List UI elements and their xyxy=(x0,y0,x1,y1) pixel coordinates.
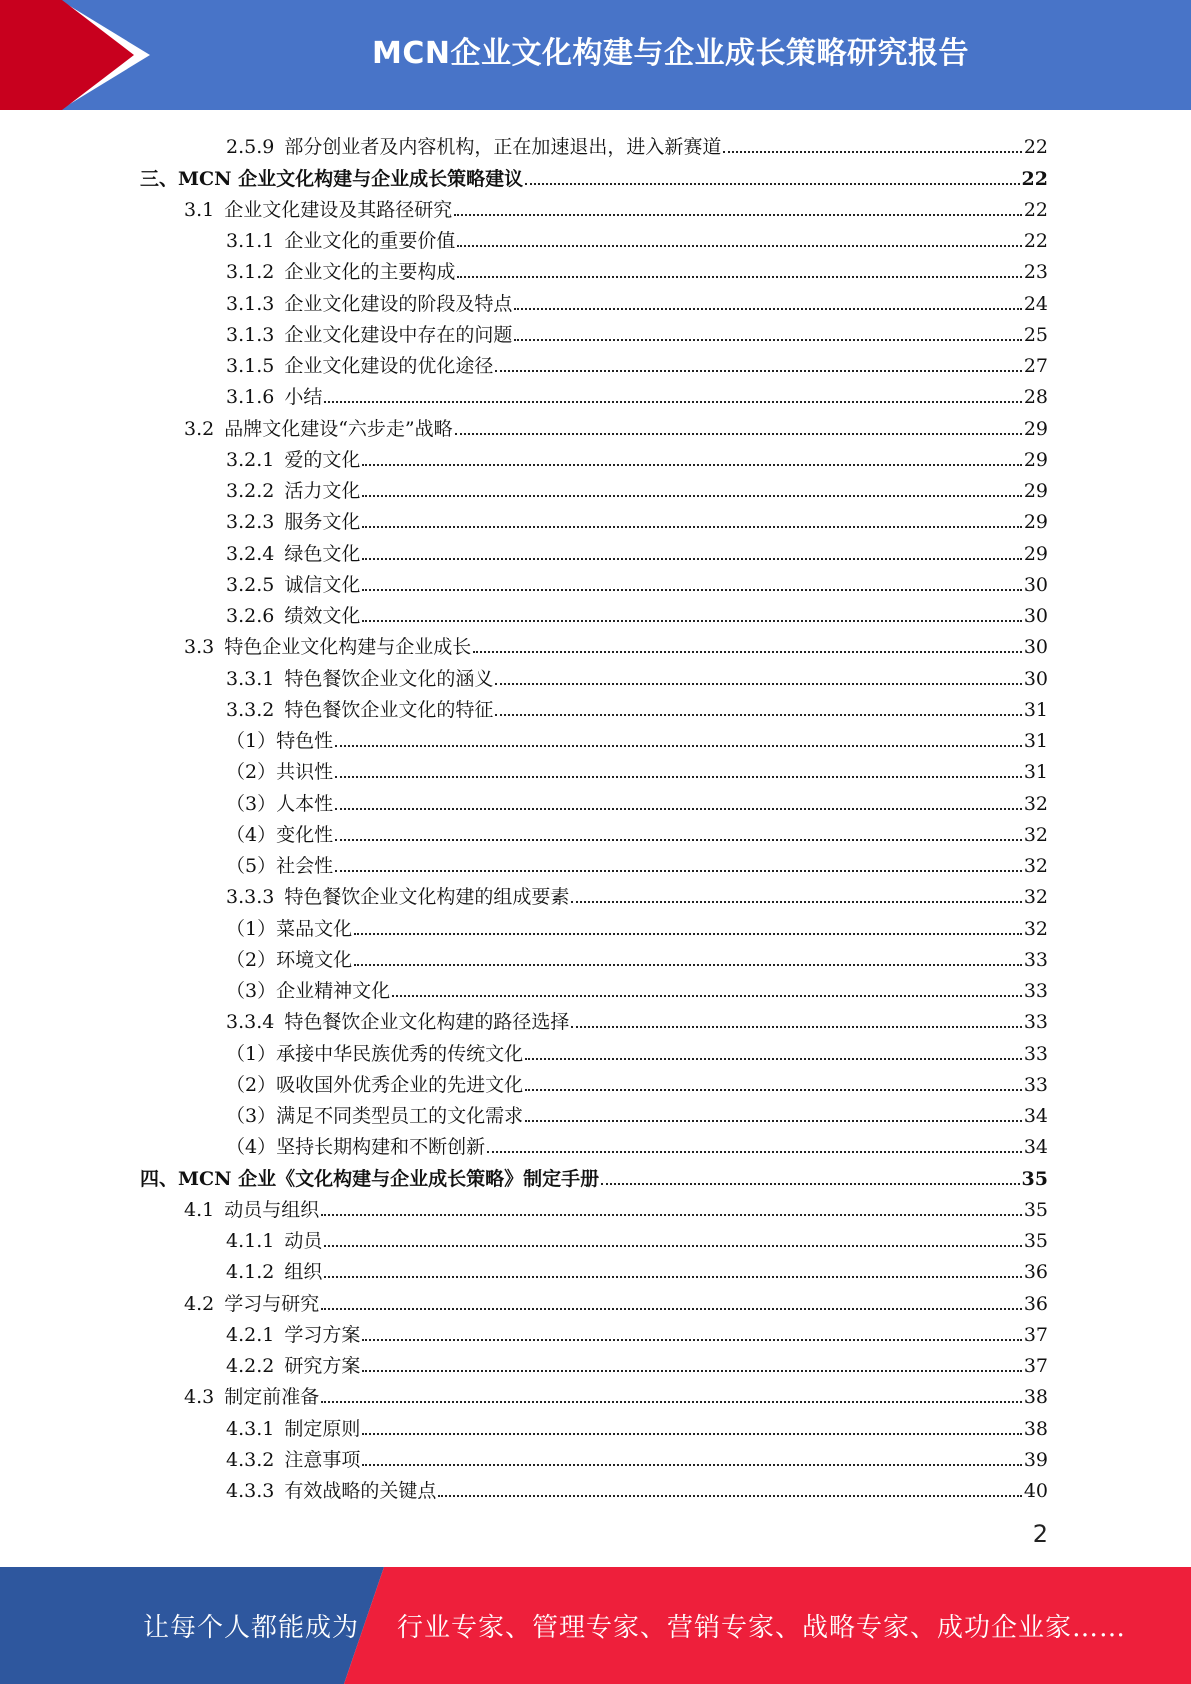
toc-entry[interactable] xyxy=(140,971,1048,1002)
toc-entry[interactable] xyxy=(140,1096,1048,1127)
toc-entry-title xyxy=(226,230,455,252)
toc-entry-label: 企业文化的主要构成 xyxy=(284,261,456,284)
toc-entry-number: 4.1.2 xyxy=(226,1261,275,1284)
toc-entry-page: 36 xyxy=(1023,1261,1048,1284)
toc-entry-page: 22 xyxy=(1023,198,1048,221)
toc-entry-label: （4）坚持长期构建和不断创新 xyxy=(226,1136,486,1159)
toc-entry-number: 4.3 xyxy=(184,1386,215,1409)
toc-entry-label: 诚信文化 xyxy=(284,573,361,596)
toc-entry-title xyxy=(226,1480,436,1502)
toc-entry[interactable] xyxy=(140,1158,1048,1189)
toc-leader-dots xyxy=(392,995,1022,997)
toc-entry-title xyxy=(226,449,360,471)
toc-entry-page: 28 xyxy=(1023,386,1048,409)
toc-entry-number: 3.1 xyxy=(184,198,215,221)
toc-entry-label: （3）企业精神文化 xyxy=(226,980,391,1002)
toc-entry-page: 34 xyxy=(1023,1136,1048,1159)
toc-entry[interactable] xyxy=(140,908,1048,939)
toc-leader-dots xyxy=(362,589,1021,591)
toc-entry-number: 3.3.1 xyxy=(226,667,275,690)
toc-entry-page: 23 xyxy=(1023,261,1048,284)
toc-entry[interactable] xyxy=(140,1346,1048,1377)
toc-entry-label: （1）菜品文化 xyxy=(226,917,353,940)
toc-entry-number: 3.1.3 xyxy=(226,292,275,315)
toc-entry-page: 32 xyxy=(1023,855,1048,877)
toc-entry[interactable] xyxy=(140,533,1048,564)
toc-entry[interactable] xyxy=(140,315,1048,346)
toc-leader-dots xyxy=(324,1276,1021,1278)
toc-entry-label: （5）社会性 xyxy=(226,855,334,877)
toc-leader-dots xyxy=(525,1058,1022,1060)
toc-entry-label: （2）共识性 xyxy=(226,761,334,784)
toc-entry-title xyxy=(184,418,453,440)
toc-entry[interactable] xyxy=(140,1440,1048,1471)
toc-leader-dots xyxy=(362,1339,1021,1341)
toc-entry-title xyxy=(184,1199,319,1221)
toc-entry-number: 3.2.2 xyxy=(226,480,275,502)
toc-leader-dots xyxy=(723,151,1021,153)
toc-leader-dots xyxy=(335,745,1022,747)
toc-entry[interactable] xyxy=(140,252,1048,283)
toc-entry-label: 特色餐饮企业文化构建的组成要素 xyxy=(284,886,570,909)
toc-entry[interactable] xyxy=(140,158,1048,189)
toc-entry[interactable] xyxy=(140,346,1048,377)
toc-entry-title xyxy=(226,261,455,283)
toc-entry-page: 22 xyxy=(1023,230,1048,252)
toc-entry[interactable] xyxy=(140,127,1048,158)
toc-leader-dots xyxy=(455,433,1022,435)
toc-entry-label: （1）特色性 xyxy=(226,730,334,752)
header-arrow-decoration xyxy=(0,0,150,110)
toc-entry-number: 3.3 xyxy=(184,636,215,659)
toc-entry-title xyxy=(226,543,360,565)
toc-entry-number: 3.1.3 xyxy=(226,323,275,346)
toc-entry[interactable] xyxy=(140,1002,1048,1033)
toc-leader-dots xyxy=(362,1370,1021,1372)
toc-entry-label: 研究方案 xyxy=(284,1355,361,1377)
toc-entry[interactable] xyxy=(140,221,1048,252)
toc-entry-page: 25 xyxy=(1023,323,1048,346)
toc-entry[interactable] xyxy=(140,283,1048,314)
toc-entry-label: 绩效文化 xyxy=(284,605,361,627)
report-title: MCN企业文化构建与企业成长策略研究报告 xyxy=(372,36,969,71)
toc-entry[interactable] xyxy=(140,658,1048,689)
toc-leader-dots xyxy=(362,464,1021,466)
toc-entry-number: 3.1.1 xyxy=(226,230,275,252)
footer-slogan-right: 行业专家、管理专家、营销专家、战略专家、成功企业家…… xyxy=(397,1613,1127,1643)
toc-entry[interactable] xyxy=(140,408,1048,439)
toc-entry-label: 部分创业者及内容机构，正在加速退出，进入新赛道 xyxy=(284,136,722,159)
toc-leader-dots xyxy=(495,714,1021,716)
toc-entry-page: 33 xyxy=(1023,1011,1048,1034)
toc-entry-title xyxy=(226,668,493,690)
toc-leader-dots xyxy=(457,245,1021,247)
toc-leader-dots xyxy=(362,526,1021,528)
toc-leader-dots xyxy=(321,1214,1022,1216)
toc-entry-label: 制定前准备 xyxy=(224,1386,320,1409)
toc-entry-number: 3.1.5 xyxy=(226,355,275,377)
toc-entry[interactable] xyxy=(140,1252,1048,1283)
toc-entry-title xyxy=(226,793,333,815)
toc-entry-label: （4）变化性 xyxy=(226,823,334,846)
toc-entry-label: 特色餐饮企业文化构建的路径选择 xyxy=(284,1011,570,1034)
toc-leader-dots xyxy=(571,901,1021,903)
toc-entry-title xyxy=(226,730,333,752)
toc-entry-page: 32 xyxy=(1023,792,1048,815)
toc-entry[interactable] xyxy=(140,565,1048,596)
toc-entry[interactable] xyxy=(140,1471,1048,1502)
toc-entry[interactable] xyxy=(140,1221,1048,1252)
toc-entry-label: 特色企业文化构建与企业成长 xyxy=(224,636,472,659)
toc-entry-page: 29 xyxy=(1023,417,1048,440)
toc-leader-dots xyxy=(601,1183,1019,1185)
toc-leader-dots xyxy=(354,933,1022,935)
toc-leader-dots xyxy=(495,683,1021,685)
page-number: 2 xyxy=(1032,1520,1048,1548)
toc-leader-dots xyxy=(514,339,1021,341)
toc-entry-page: 30 xyxy=(1023,636,1048,659)
toc-entry[interactable] xyxy=(140,190,1048,221)
toc-leader-dots xyxy=(362,620,1021,622)
toc-entry[interactable] xyxy=(140,377,1048,408)
toc-entry-title xyxy=(226,1011,569,1033)
toc-entry-page: 39 xyxy=(1023,1448,1048,1471)
toc-entry-page: 34 xyxy=(1023,1105,1048,1127)
toc-entry-number: 3.2.1 xyxy=(226,448,275,471)
toc-entry-number: 4.1.1 xyxy=(226,1230,275,1252)
toc-entry-label: 四、MCN 企业《文化构建与企业成长策略》制定手册 xyxy=(140,1167,600,1190)
toc-entry-title xyxy=(226,1418,360,1440)
toc-entry-title xyxy=(226,1043,523,1065)
toc-entry-title xyxy=(226,1449,360,1471)
toc-entry-title xyxy=(226,386,322,408)
toc-leader-dots xyxy=(362,1433,1021,1435)
toc-entry-number: 4.2 xyxy=(184,1292,215,1315)
toc-entry-label: 动员与组织 xyxy=(224,1198,320,1221)
toc-entry-number: 3.2.4 xyxy=(226,542,275,565)
toc-leader-dots xyxy=(457,276,1021,278)
toc-entry-page: 22 xyxy=(1021,167,1048,190)
toc-leader-dots xyxy=(362,558,1021,560)
toc-entry-title xyxy=(226,480,360,502)
toc-leader-dots xyxy=(335,870,1022,872)
toc-entry-page: 30 xyxy=(1023,667,1048,690)
toc-entry-label: 企业文化建设及其路径研究 xyxy=(224,198,453,221)
toc-entry-page: 29 xyxy=(1023,511,1048,534)
toc-entry-number: 4.3.2 xyxy=(226,1448,275,1471)
toc-entry-label: 学习方案 xyxy=(284,1323,361,1346)
toc-entry[interactable] xyxy=(140,1377,1048,1408)
toc-entry-page: 36 xyxy=(1023,1292,1048,1315)
toc-entry-title xyxy=(226,1105,523,1127)
toc-entry[interactable] xyxy=(140,1190,1048,1221)
toc-entry-page: 22 xyxy=(1023,136,1048,159)
toc-entry-page: 31 xyxy=(1023,761,1048,784)
toc-entry[interactable] xyxy=(140,940,1048,971)
toc-entry-page: 29 xyxy=(1023,480,1048,502)
toc-entry[interactable] xyxy=(140,877,1048,908)
toc-entry-number: 3.2.5 xyxy=(226,573,275,596)
toc-entry-title xyxy=(226,1074,523,1096)
toc-entry-title xyxy=(184,636,471,658)
toc-entry-page: 32 xyxy=(1023,823,1048,846)
toc-entry-label: （2）吸收国外优秀企业的先进文化 xyxy=(226,1073,524,1096)
toc-entry-title xyxy=(226,574,360,596)
toc-leader-dots xyxy=(354,964,1022,966)
toc-leader-dots xyxy=(321,1308,1022,1310)
toc-entry-number: 2.5.9 xyxy=(226,136,275,159)
toc-entry-label: 企业文化建设的优化途径 xyxy=(284,355,494,377)
toc-entry-title xyxy=(184,1293,319,1315)
toc-entry-number: 3.1.6 xyxy=(226,386,275,409)
toc-entry-title xyxy=(226,1230,322,1252)
toc-entry-title xyxy=(140,168,523,190)
toc-entry-number: 4.3.3 xyxy=(226,1480,275,1502)
toc-entry-number: 3.1.2 xyxy=(226,261,275,284)
toc-entry-title xyxy=(226,761,333,783)
toc-entry-number: 4.2.1 xyxy=(226,1323,275,1346)
toc-entry-page: 38 xyxy=(1023,1417,1048,1440)
toc-entry-title xyxy=(184,199,452,221)
toc-entry-title xyxy=(226,949,352,971)
toc-entry-number: 4.1 xyxy=(184,1198,215,1221)
toc-entry-label: 制定原则 xyxy=(284,1417,361,1440)
toc-entry-page: 31 xyxy=(1023,698,1048,721)
toc-entry-page: 37 xyxy=(1023,1355,1048,1377)
toc-entry-title xyxy=(226,1324,360,1346)
toc-entry[interactable] xyxy=(140,815,1048,846)
toc-entry-page: 33 xyxy=(1023,948,1048,971)
toc-entry-label: 品牌文化建设“六步走”战略 xyxy=(224,417,453,440)
toc-entry-label: 组织 xyxy=(284,1261,323,1284)
toc-entry-label: 特色餐饮企业文化的特征 xyxy=(284,698,494,721)
toc-entry-page: 27 xyxy=(1023,355,1048,377)
toc-leader-dots xyxy=(525,183,1019,185)
toc-entry[interactable] xyxy=(140,502,1048,533)
toc-leader-dots xyxy=(324,1245,1021,1247)
toc-entry-page: 35 xyxy=(1023,1198,1048,1221)
toc-entry[interactable] xyxy=(140,846,1048,877)
toc-leader-dots xyxy=(362,1464,1021,1466)
toc-entry[interactable] xyxy=(140,471,1048,502)
toc-entry-label: 绿色文化 xyxy=(284,542,361,565)
toc-entry-label: 动员 xyxy=(284,1230,323,1252)
toc-entry-title xyxy=(226,293,512,315)
toc-entry-title xyxy=(184,1386,319,1408)
toc-entry[interactable] xyxy=(140,752,1048,783)
toc-entry-label: 企业文化的重要价值 xyxy=(284,230,456,252)
toc-entry-title xyxy=(226,699,493,721)
toc-entry-number: 3.3.4 xyxy=(226,1011,275,1034)
toc-leader-dots xyxy=(454,214,1022,216)
toc-entry-title xyxy=(226,324,512,346)
toc-entry-title xyxy=(226,605,360,627)
toc-entry-label: 服务文化 xyxy=(284,511,361,534)
toc-entry[interactable] xyxy=(140,783,1048,814)
toc-entry-number: 3.3.2 xyxy=(226,698,275,721)
toc-entry[interactable] xyxy=(140,1127,1048,1158)
toc-entry-page: 40 xyxy=(1023,1480,1048,1502)
toc-entry-page: 31 xyxy=(1023,730,1048,752)
toc-entry-label: 活力文化 xyxy=(284,480,361,502)
toc-entry-page: 33 xyxy=(1023,1073,1048,1096)
toc-entry[interactable] xyxy=(140,1408,1048,1439)
toc-entry-title xyxy=(226,824,333,846)
toc-leader-dots xyxy=(324,401,1021,403)
toc-entry-label: 企业文化建设中存在的问题 xyxy=(284,323,513,346)
toc-entry[interactable] xyxy=(140,627,1048,658)
toc-entry[interactable] xyxy=(140,1283,1048,1314)
toc-entry-number: 3.2 xyxy=(184,417,215,440)
toc-entry-label: 注意事项 xyxy=(284,1448,361,1471)
toc-leader-dots xyxy=(525,1120,1022,1122)
toc-entry-number: 3.3.3 xyxy=(226,886,275,909)
toc-entry-title xyxy=(226,1355,360,1377)
toc-leader-dots xyxy=(335,776,1022,778)
footer-slogan-left: 让每个人都能成为 xyxy=(143,1613,360,1643)
toc-entry[interactable] xyxy=(140,596,1048,627)
toc-entry-label: 企业文化建设的阶段及特点 xyxy=(284,292,513,315)
toc-entry[interactable] xyxy=(140,1033,1048,1064)
toc-entry-page: 30 xyxy=(1023,573,1048,596)
toc-entry-number: 3.2.3 xyxy=(226,511,275,534)
page-footer xyxy=(0,1567,1191,1684)
toc-entry[interactable] xyxy=(140,440,1048,471)
toc-leader-dots xyxy=(335,808,1022,810)
toc-entry-title xyxy=(140,1168,599,1190)
toc-entry-label: 有效战略的关键点 xyxy=(284,1480,437,1502)
toc-entry-label: （3）人本性 xyxy=(226,792,334,815)
toc-entry-page: 33 xyxy=(1023,1042,1048,1065)
toc-entry-page: 35 xyxy=(1021,1167,1048,1190)
toc-leader-dots xyxy=(514,308,1021,310)
toc-entry[interactable] xyxy=(140,721,1048,752)
toc-entry-title xyxy=(226,511,360,533)
toc-entry-label: （2）环境文化 xyxy=(226,948,353,971)
toc-entry-label: 小结 xyxy=(284,386,323,409)
toc-leader-dots xyxy=(362,495,1021,497)
toc-entry-page: 24 xyxy=(1023,292,1048,315)
toc-entry-page: 29 xyxy=(1023,448,1048,471)
toc-entry-title xyxy=(226,980,390,1002)
toc-entry-page: 29 xyxy=(1023,542,1048,565)
toc-entry-label: 特色餐饮企业文化的涵义 xyxy=(284,667,494,690)
toc-entry-page: 32 xyxy=(1023,886,1048,909)
toc-entry-page: 33 xyxy=(1023,980,1048,1002)
toc-entry-label: （1）承接中华民族优秀的传统文化 xyxy=(226,1042,524,1065)
toc-entry[interactable] xyxy=(140,1315,1048,1346)
toc-leader-dots xyxy=(321,1401,1022,1403)
toc-entry-title xyxy=(226,1136,485,1158)
toc-entry-title xyxy=(226,855,333,877)
toc-leader-dots xyxy=(571,1026,1021,1028)
toc-entry-title xyxy=(226,355,493,377)
toc-entry-page: 30 xyxy=(1023,605,1048,627)
toc-entry-title xyxy=(226,918,352,940)
toc-entry-number: 4.3.1 xyxy=(226,1417,275,1440)
toc-entry-label: （3）满足不同类型员工的文化需求 xyxy=(226,1105,524,1127)
toc-entry-page: 35 xyxy=(1023,1230,1048,1252)
toc-leader-dots xyxy=(495,370,1021,372)
toc-entry-title xyxy=(226,136,721,158)
toc-leader-dots xyxy=(525,1089,1022,1091)
toc-entry-title xyxy=(226,1261,322,1283)
toc-entry-label: 学习与研究 xyxy=(224,1292,320,1315)
toc-leader-dots xyxy=(473,651,1022,653)
toc-entry-title xyxy=(226,886,569,908)
toc-entry-label: 三、MCN 企业文化构建与企业成长策略建议 xyxy=(140,167,524,190)
toc-entry-number: 3.2.6 xyxy=(226,605,275,627)
table-of-contents xyxy=(140,127,1048,1502)
toc-leader-dots xyxy=(438,1495,1021,1497)
toc-entry-number: 4.2.2 xyxy=(226,1355,275,1377)
toc-entry[interactable] xyxy=(140,1065,1048,1096)
toc-entry-page: 32 xyxy=(1023,917,1048,940)
toc-leader-dots xyxy=(487,1151,1022,1153)
toc-leader-dots xyxy=(335,839,1022,841)
toc-entry-label: 爱的文化 xyxy=(284,448,361,471)
page-header xyxy=(0,0,1191,110)
toc-entry-page: 37 xyxy=(1023,1323,1048,1346)
toc-entry-page: 38 xyxy=(1023,1386,1048,1409)
toc-entry[interactable] xyxy=(140,690,1048,721)
